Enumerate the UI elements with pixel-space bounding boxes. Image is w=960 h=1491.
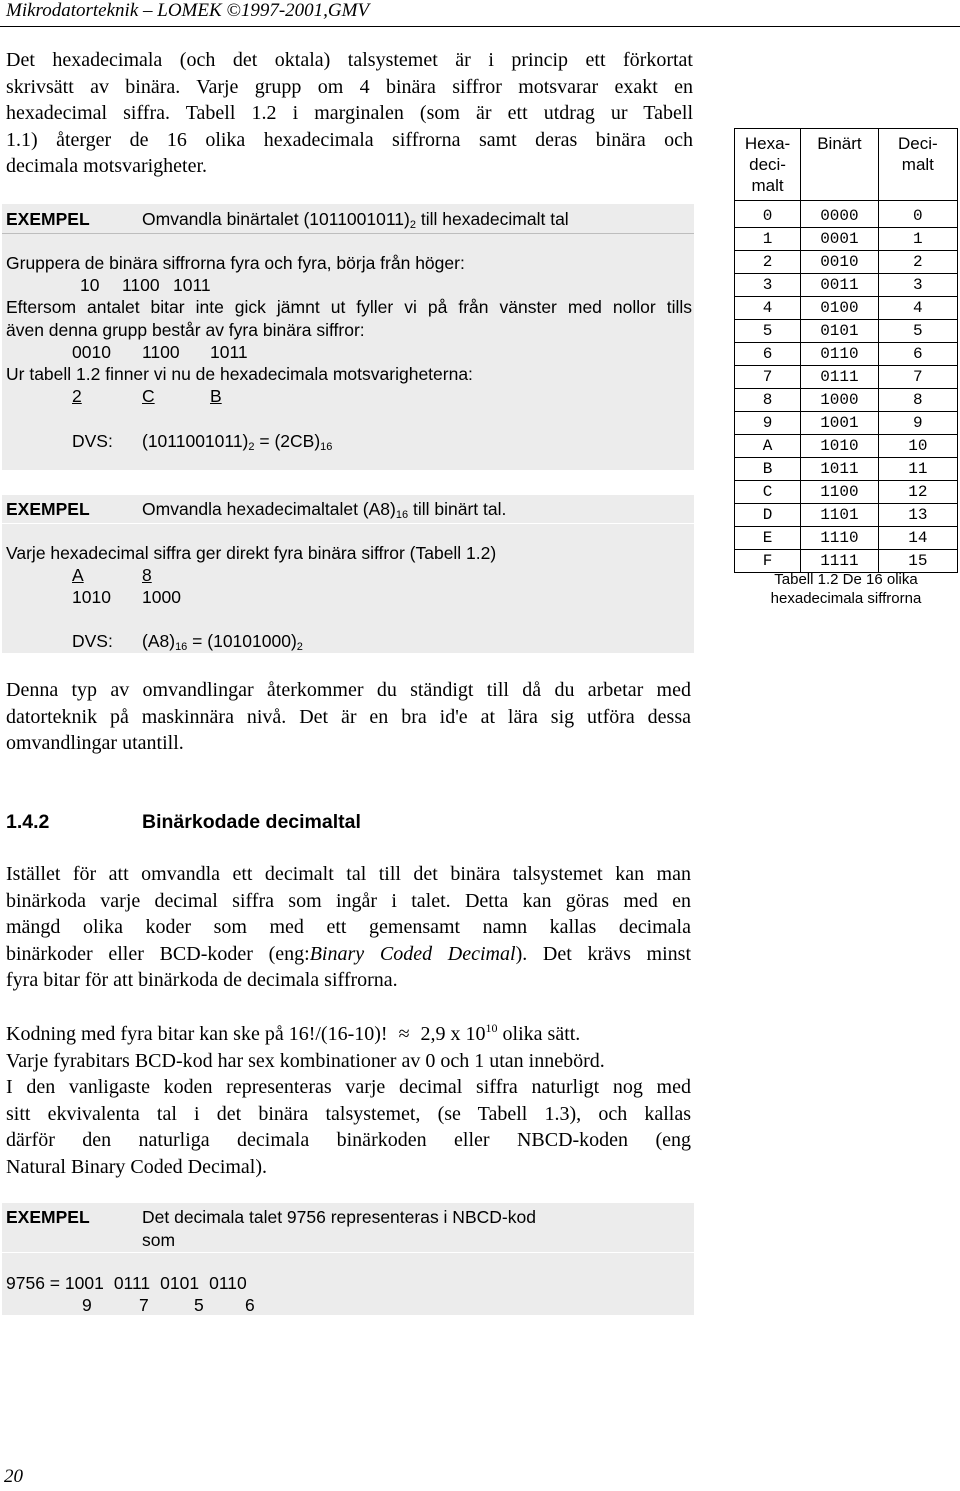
header-text: Hexa- deci- malt	[744, 134, 791, 195]
digit-7: 7	[139, 1295, 149, 1315]
header-rule	[0, 26, 960, 27]
example-1-step-1: Gruppera de binära siffrorna fyra och fyra, börja från höger:	[6, 253, 465, 273]
binary-cell: 0010	[801, 251, 879, 274]
hex-cell: 0	[735, 201, 801, 228]
group-10: 10	[80, 275, 100, 295]
binary-cell: 0110	[801, 343, 879, 366]
nbcd-code: 0101	[160, 1273, 200, 1293]
example-2-step-1: Varje hexadecimal siffra ger direkt fyra binära siffror (Tabell 1.2)	[6, 543, 497, 563]
text: binärkoder eller BCD-koder (eng:	[6, 942, 310, 965]
subscript: 16	[395, 509, 409, 521]
text: 2,9 x 10	[415, 1023, 486, 1045]
hex-cell: 8	[735, 389, 801, 412]
para-line: sitt ekvivalenta tal i det binära talsystemet, (se Tabell 1.3), och kallas	[6, 1102, 691, 1125]
binary-cell: 1101	[801, 504, 879, 527]
table-row	[735, 412, 958, 435]
result-text: (1011001011)	[142, 431, 249, 451]
intro-line: skrivsätt av binära. Varje grupp om 4 binära siffror motsvarar exakt en	[6, 75, 693, 98]
caption-line: hexadecimala siffrorna	[770, 590, 922, 607]
binary-cell: 0101	[801, 320, 879, 343]
para-line: omvandlingar utantill.	[6, 732, 184, 754]
running-header: Mikrodatorteknik – LOMEK ©1997-2001,GMV	[6, 0, 370, 21]
superscript: 10	[485, 1021, 498, 1035]
example-2-dvs-label: DVS:	[72, 631, 113, 651]
hex-cell: C	[735, 481, 801, 504]
hex-cell: 7	[735, 366, 801, 389]
hex-cell: 4	[735, 297, 801, 320]
table-row	[735, 389, 958, 412]
subscript: 2	[409, 219, 416, 231]
table-row	[735, 504, 958, 527]
binary-cell: 0011	[801, 274, 879, 297]
title-text: till hexadecimalt tal	[415, 209, 569, 229]
table-row	[735, 274, 958, 297]
example-1-step-3: Ur tabell 1.2 finner vi nu de hexadecimala motsvarigheterna:	[6, 364, 473, 384]
example-2-result	[142, 630, 303, 653]
para-line: därför den naturliga decimala binärkoden eller NBCD-koden (eng	[6, 1129, 691, 1151]
para-line: Natural Binary Coded Decimal).	[6, 1155, 268, 1178]
example-1-result	[142, 430, 332, 453]
hex-cell: 1	[735, 228, 801, 251]
para-line: datorteknik på maskinnära nivå. Det är en bra id'e at lära sig utföra dessa	[6, 705, 691, 728]
hex-cell: 9	[735, 412, 801, 435]
example-1-label: EXEMPEL	[6, 209, 90, 229]
table-row	[735, 201, 958, 228]
hex-digit-8: 8	[142, 565, 152, 585]
hex-cell: A	[735, 435, 801, 458]
decimal-cell: 11	[878, 458, 957, 481]
result-text: = (10101000)	[187, 631, 297, 651]
title-text: Omvandla hexadecimaltalet (A8)	[142, 499, 396, 519]
para-line: I den vanligaste koden representeras varje decimal siffra naturligt nog med	[6, 1076, 691, 1098]
nbcd-code: 1001	[64, 1273, 104, 1293]
padded-0: 0010	[72, 342, 111, 362]
group-1100: 1100	[122, 275, 160, 295]
paragraph-kodning	[6, 1021, 691, 1180]
decimal-cell: 7	[878, 366, 957, 389]
decimal-cell: 1	[878, 228, 957, 251]
para-line: fyra bitar för att binärkoda de decimala siffrorna.	[6, 969, 398, 991]
text: Kodning med fyra bitar kan ske på 16!/(16-10)!	[6, 1023, 393, 1045]
table-row	[735, 481, 958, 504]
intro-line: 1.1) återger de 16 olika hexadecimala siffrorna samt deras binära och	[6, 128, 693, 151]
para-line: Varje fyrabitars BCD-kod har sex kombinationer av 0 och 1 utan innebörd.	[6, 1049, 605, 1072]
subscript: 16	[320, 441, 333, 453]
binary-cell: 1100	[801, 481, 879, 504]
digit-6: 6	[245, 1295, 255, 1315]
title-text: till binärt tal.	[408, 499, 507, 519]
digit-9: 9	[82, 1295, 92, 1315]
page-number: 20	[4, 1466, 23, 1487]
paragraph-bcd	[6, 861, 691, 994]
binary-cell: 0100	[801, 297, 879, 320]
decimal-cell: 15	[878, 550, 957, 573]
subscript: 2	[296, 641, 303, 653]
approx-symbol: ≈	[398, 1023, 410, 1045]
binary-cell: 0111	[801, 366, 879, 389]
hex-cell: B	[735, 458, 801, 481]
example-1-title	[142, 208, 569, 231]
intro-line: decimala motsvarigheter.	[6, 155, 208, 177]
table-row	[735, 343, 958, 366]
section-number: 1.4.2	[6, 811, 50, 833]
hex-digit-c: C	[142, 386, 155, 406]
bin-1000: 1000	[142, 587, 181, 607]
step-line: även denna grupp består av fyra binära siffror:	[6, 319, 365, 340]
table-row	[735, 251, 958, 274]
example-2-label: EXEMPEL	[6, 499, 90, 519]
header-text: Deci- malt	[898, 134, 938, 174]
decimal-cell: 3	[878, 274, 957, 297]
hex-cell: 6	[735, 343, 801, 366]
hex-cell: 5	[735, 320, 801, 343]
intro-paragraph	[6, 47, 693, 180]
hex-cell: D	[735, 504, 801, 527]
nbcd-code: 0111	[113, 1273, 151, 1293]
table-row	[735, 458, 958, 481]
binary-cell: 1110	[801, 527, 879, 550]
text: ). Det krävs minst	[515, 942, 692, 965]
example-3-title	[142, 1206, 536, 1251]
example-1-step-2	[6, 296, 692, 341]
header-hex	[735, 129, 801, 201]
decimal-cell: 5	[878, 320, 957, 343]
section-title: Binärkodade decimaltal	[142, 811, 361, 833]
intro-line: hexadecimal siffra. Tabell 1.2 i marginalen (som är ett utdrag ur Tabell	[6, 102, 693, 124]
digit-5: 5	[194, 1295, 204, 1315]
table-row	[735, 435, 958, 458]
para-line	[6, 1021, 691, 1048]
para-line: Istället för att omvandla ett decimalt tal till det binära talsystemet kan man	[6, 863, 691, 885]
hex-cell: E	[735, 527, 801, 550]
decimal-cell: 2	[878, 251, 957, 274]
binary-cell: 0000	[801, 201, 879, 228]
result-text: = (2CB)	[254, 431, 321, 451]
title-line: Det decimala talet 9756 representeras i NBCD-kod	[142, 1207, 536, 1227]
hex-digit-a: A	[72, 565, 84, 585]
binary-cell: 1001	[801, 412, 879, 435]
example-2-title	[142, 498, 506, 521]
title-line: som	[142, 1229, 176, 1250]
binary-cell: 1000	[801, 389, 879, 412]
hex-table-body	[735, 201, 958, 573]
para-line	[6, 941, 691, 968]
binary-cell: 1010	[801, 435, 879, 458]
title-text: Omvandla binärtalet (1011001011)	[142, 209, 410, 229]
binary-cell: 0001	[801, 228, 879, 251]
decimal-cell: 13	[878, 504, 957, 527]
decimal-cell: 9	[878, 412, 957, 435]
padded-1: 1100	[142, 342, 180, 362]
table-row	[735, 366, 958, 389]
hex-cell: 2	[735, 251, 801, 274]
decimal-cell: 10	[878, 435, 957, 458]
group-1011: 1011	[173, 275, 211, 295]
table-row	[735, 297, 958, 320]
decimal-cell: 0	[878, 201, 957, 228]
paragraph-omvandlingar	[6, 677, 691, 757]
example-3-divider	[2, 1252, 694, 1253]
decimal-cell: 8	[878, 389, 957, 412]
hex-cell: 3	[735, 274, 801, 297]
table-caption	[734, 570, 958, 608]
nbcd-code: 0110	[209, 1273, 247, 1293]
para-line: binärkoda varje decimal siffra som ingår i talet. Detta kan göras med en	[6, 889, 691, 912]
subscript: 16	[175, 641, 188, 653]
text: olika sätt.	[497, 1023, 581, 1045]
table-row	[735, 228, 958, 251]
example-1-divider	[2, 233, 694, 234]
step-line: Eftersom antalet bitar inte gick jämnt ut fyller vi på från vänster med nollor tills	[6, 297, 692, 317]
para-line: Denna typ av omvandlingar återkommer du ständigt till då du arbetar med	[6, 679, 691, 701]
hex-digit-b: B	[210, 386, 222, 406]
padded-2: 1011	[210, 342, 248, 362]
bin-1010: 1010	[72, 587, 111, 607]
decimal-cell: 12	[878, 481, 957, 504]
text: 9756 =	[6, 1273, 65, 1293]
intro-line: Det hexadecimala (och det oktala) talsystemet är i princip ett förkortat	[6, 49, 693, 71]
decimal-cell: 4	[878, 297, 957, 320]
para-line: mängd olika koder som med ett gemensamt namn kallas decimala	[6, 916, 691, 938]
decimal-cell: 6	[878, 343, 957, 366]
table-row	[735, 320, 958, 343]
hex-table	[734, 128, 958, 573]
hex-digit-2: 2	[72, 386, 82, 406]
example-3-label: EXEMPEL	[6, 1207, 90, 1227]
subscript: 2	[248, 441, 255, 453]
example-1-dvs-label: DVS:	[72, 431, 113, 451]
decimal-cell: 14	[878, 527, 957, 550]
header-dec	[878, 129, 957, 201]
header-text: Binärt	[817, 134, 862, 153]
header-bin	[801, 129, 879, 201]
binary-cell: 1011	[801, 458, 879, 481]
table-row	[735, 527, 958, 550]
caption-line: Tabell 1.2 De 16 olika	[774, 571, 918, 588]
result-text: (A8)	[142, 631, 176, 651]
binary-cell: 1111	[801, 550, 879, 573]
example-3-codes	[6, 1272, 247, 1295]
hex-cell: F	[735, 550, 801, 573]
example-2-divider	[2, 523, 694, 524]
italic-term: Binary Coded Decimal	[309, 942, 516, 965]
